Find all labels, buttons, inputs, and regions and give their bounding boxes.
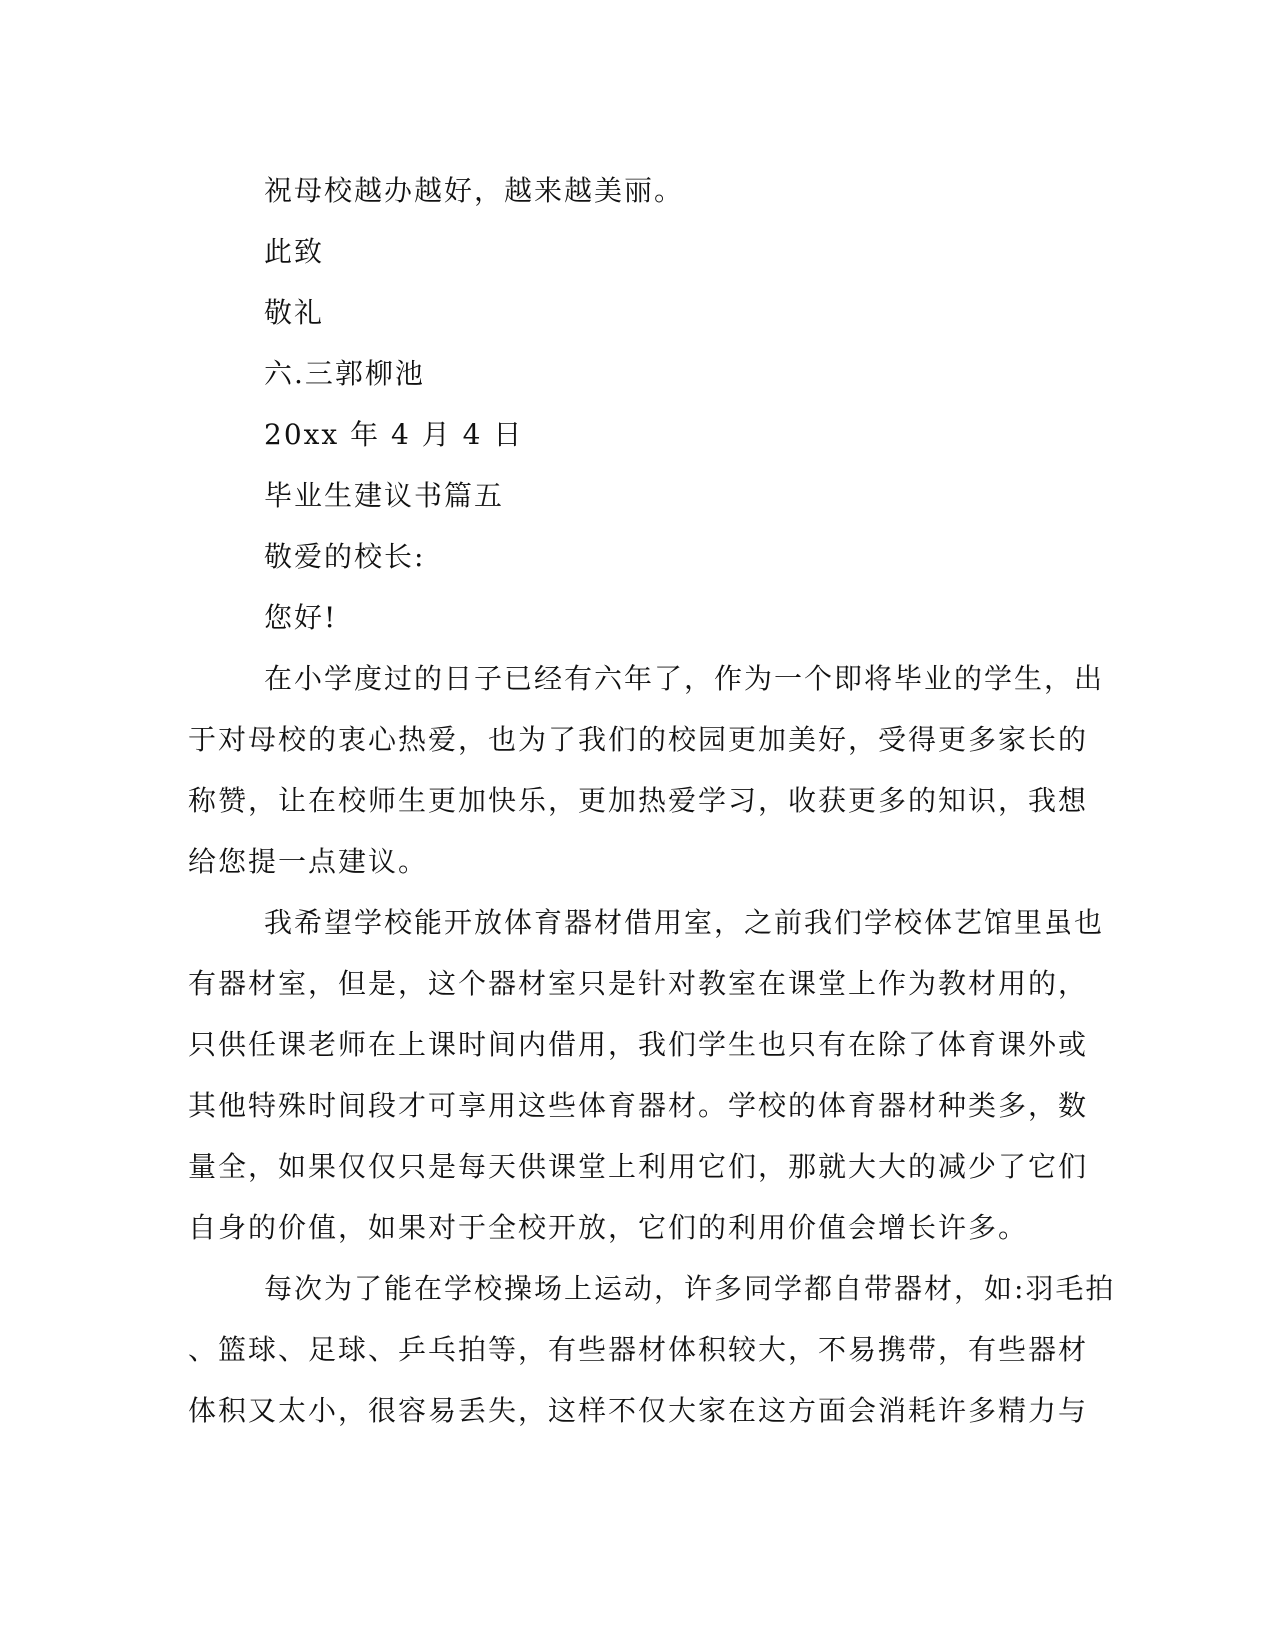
paragraph-line: 量全，如果仅仅只是每天供课堂上利用它们，那就大大的减少了它们 <box>188 1150 1089 1183</box>
paragraph-line: 每次为了能在学校操场上运动，许多同学都自带器材，如:羽毛拍 <box>264 1272 1116 1305</box>
paragraph-own-equipment <box>188 1258 1116 1441</box>
paragraph-equipment-room <box>188 892 1105 1258</box>
paragraph-line: 自身的价值，如果对于全校开放，它们的利用价值会增长许多。 <box>188 1211 1029 1244</box>
closing-wish-line: 祝母校越办越好，越来越美丽。 <box>264 174 685 207</box>
paragraph-line: 、篮球、足球、乒乓拍等，有些器材体积较大，不易携带，有些器材 <box>188 1333 1089 1366</box>
paragraph-line: 于对母校的衷心热爱，也为了我们的校园更加美好，受得更多家长的 <box>188 723 1089 756</box>
salutation-cizhi: 此致 <box>264 235 325 268</box>
document-body <box>188 160 1116 1441</box>
paragraph-line: 其他特殊时间段才可享用这些体育器材。学校的体育器材种类多，数 <box>188 1089 1089 1122</box>
salutation-jingli: 敬礼 <box>264 296 325 329</box>
paragraph-line: 体积又太小，很容易丢失，这样不仅大家在这方面会消耗许多精力与 <box>188 1394 1089 1427</box>
paragraph-line: 在小学度过的日子已经有六年了，作为一个即将毕业的学生，出 <box>264 662 1105 695</box>
paragraph-line: 只供任课老师在上课时间内借用，我们学生也只有在除了体育课外或 <box>188 1028 1089 1061</box>
paragraph-line: 有器材室，但是，这个器材室只是针对教室在课堂上作为教材用的， <box>188 967 1089 1000</box>
date-line: 20xx 年 4 月 4 日 <box>264 418 524 451</box>
signature-line: 六.三郭柳池 <box>264 357 425 390</box>
paragraph-line: 我希望学校能开放体育器材借用室，之前我们学校体艺馆里虽也 <box>264 906 1105 939</box>
section-title: 毕业生建议书篇五 <box>264 479 505 512</box>
paragraph-intro <box>188 648 1105 892</box>
paragraph-line: 给您提一点建议。 <box>188 845 429 878</box>
greeting-recipient: 敬爱的校长: <box>264 540 426 573</box>
greeting-hello: 您好! <box>264 601 338 634</box>
paragraph-line: 称赞，让在校师生更加快乐，更加热爱学习，收获更多的知识，我想 <box>188 784 1089 817</box>
